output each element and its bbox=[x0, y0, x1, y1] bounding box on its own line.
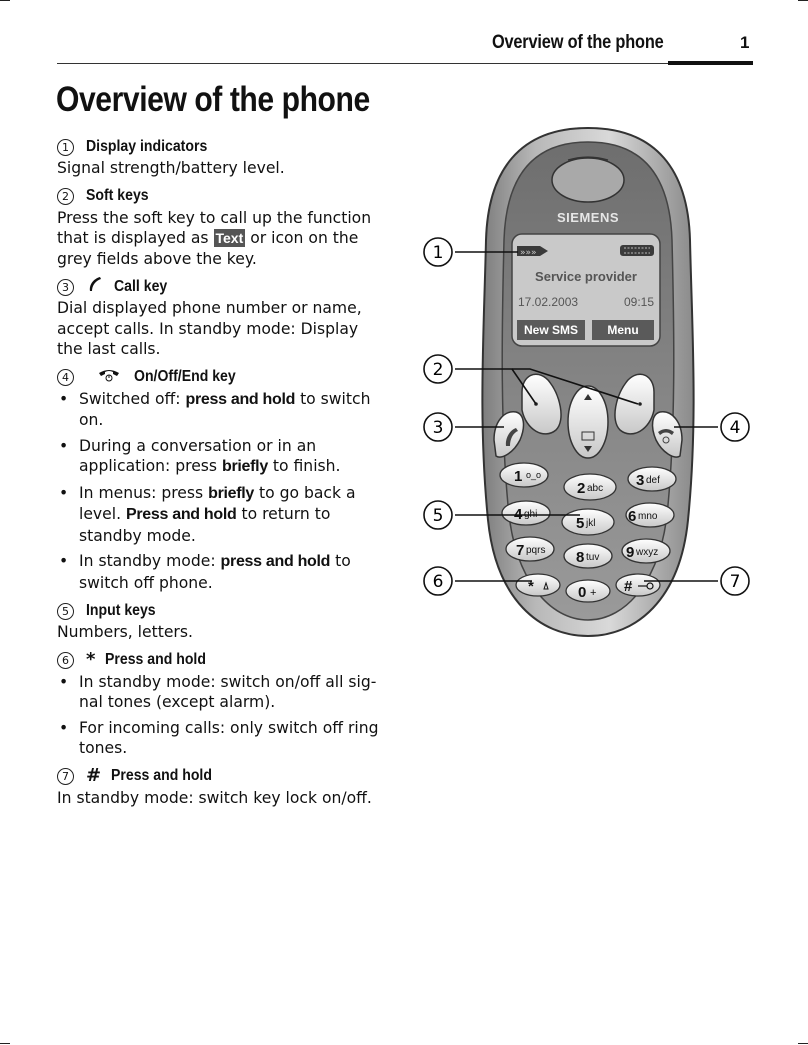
bullet-item: • Switched off: press and hold to switch on. bbox=[57, 389, 387, 431]
key-digit: 9 bbox=[626, 544, 635, 561]
description-column bbox=[57, 136, 387, 815]
crop-mark bbox=[798, 1043, 808, 1044]
key-star bbox=[516, 574, 560, 596]
callout-number: 3 bbox=[57, 279, 74, 296]
key-digit: 4 bbox=[514, 506, 523, 523]
section-input-keys bbox=[57, 600, 387, 643]
callout-number: 6 bbox=[57, 652, 74, 669]
callout-label: 6 bbox=[432, 572, 444, 592]
softkey-text-sample: Text bbox=[215, 230, 244, 246]
body-text: or icon on the grey fields above the key. bbox=[57, 229, 359, 268]
key-letters: pqrs bbox=[526, 545, 546, 556]
key-digit: 5 bbox=[576, 515, 585, 532]
crop-mark bbox=[0, 1043, 10, 1044]
callout-label: 1 bbox=[432, 243, 444, 263]
key-digit: * bbox=[528, 578, 534, 595]
key-letters: tuv bbox=[586, 552, 600, 563]
hash-key-icon: # bbox=[86, 765, 102, 787]
key-digit: 1 bbox=[514, 468, 523, 485]
section-body: Dial displayed phone number or name, accept calls. In standby mode: Display the last calls. bbox=[57, 299, 362, 358]
key-digit: 0 bbox=[578, 584, 587, 601]
call-key-icon bbox=[86, 275, 104, 299]
bullet-item: • In menus: press briefly to go back a level. Press and hold to return to standby mode. bbox=[57, 483, 387, 547]
phone-illustration bbox=[400, 120, 760, 650]
running-header: Overview of the phone bbox=[492, 32, 664, 53]
crop-mark bbox=[0, 0, 10, 1]
header-rule-accent bbox=[668, 61, 753, 65]
bullet-item: • In standby mode: switch on/off all sig-nal tones (except alarm). bbox=[57, 672, 387, 713]
key-letters: def bbox=[646, 475, 660, 486]
callout-number: 2 bbox=[57, 188, 74, 205]
key-digit: 8 bbox=[576, 549, 585, 566]
page-title: Overview of the phone bbox=[56, 80, 370, 119]
key-letters: ghi bbox=[524, 509, 538, 520]
key-digit: 3 bbox=[636, 472, 645, 489]
callout-label: 3 bbox=[432, 418, 444, 438]
section-soft-keys bbox=[57, 186, 387, 270]
bullet-item: • For incoming calls: only switch off ring tones. bbox=[57, 718, 387, 759]
section-body: Numbers, letters. bbox=[57, 623, 193, 641]
callout-label: 7 bbox=[729, 572, 741, 592]
key-letters: wxyz bbox=[636, 547, 659, 558]
callout-number: 7 bbox=[57, 768, 74, 785]
page-number: 1 bbox=[740, 33, 750, 52]
section-body bbox=[57, 208, 387, 270]
svg-text:»»»: »»» bbox=[520, 248, 537, 258]
key-letters: mno bbox=[638, 511, 658, 522]
key-digit: 2 bbox=[577, 480, 586, 497]
bullet-item: • In standby mode: press and hold to switch off phone. bbox=[57, 551, 387, 593]
provider-text: Service provider bbox=[535, 269, 637, 284]
body-text: Press the soft key to call up the function that is displayed as bbox=[57, 208, 372, 247]
softkey-right-text: Menu bbox=[607, 323, 639, 337]
key-digit: 7 bbox=[516, 542, 525, 559]
bullet-item: • During a conversation or in an application: press briefly to finish. bbox=[57, 436, 387, 478]
battery-indicator-icon bbox=[620, 245, 654, 256]
callout-label: 2 bbox=[432, 360, 444, 380]
key-letters: + bbox=[590, 587, 597, 599]
section-heading: Display indicators bbox=[86, 137, 208, 155]
section-heading: Press and hold bbox=[105, 651, 207, 669]
earpiece bbox=[552, 158, 624, 202]
key-0 bbox=[566, 580, 610, 602]
section-end-key bbox=[57, 367, 387, 594]
svg-text:o_o: o_o bbox=[526, 470, 542, 480]
section-heading: On/Off/End key bbox=[134, 368, 236, 386]
key-digit: 6 bbox=[628, 508, 637, 525]
brand-logo: SIEMENS bbox=[556, 210, 620, 225]
section-body: In standby mode: switch key lock on/off. bbox=[57, 788, 372, 807]
callout-label: 4 bbox=[729, 418, 741, 438]
section-heading: Input keys bbox=[86, 601, 156, 619]
header-rule bbox=[57, 63, 753, 64]
section-call-key bbox=[57, 276, 387, 360]
end-key-icon bbox=[98, 367, 120, 388]
callout-number: 1 bbox=[57, 139, 74, 156]
callout-label: 5 bbox=[432, 506, 444, 526]
section-body: Signal strength/battery level. bbox=[57, 159, 285, 177]
key-digit: # bbox=[624, 578, 633, 595]
section-heading: Call key bbox=[114, 277, 168, 295]
callout-number: 5 bbox=[57, 603, 74, 620]
key-letters: abc bbox=[587, 483, 604, 494]
time-text: 09:15 bbox=[623, 295, 654, 309]
section-heading: Soft keys bbox=[86, 187, 149, 205]
section-display-indicators bbox=[57, 136, 387, 179]
key-letters: jkl bbox=[586, 518, 596, 529]
date-text: 17.02.2003 bbox=[518, 295, 579, 309]
section-hash-key bbox=[57, 766, 387, 809]
crop-mark bbox=[798, 0, 808, 1]
callout-number: 4 bbox=[57, 369, 74, 386]
section-heading: Press and hold bbox=[111, 767, 213, 785]
star-key-icon: * bbox=[86, 649, 96, 671]
softkey-left-text: New SMS bbox=[523, 323, 579, 337]
section-star-key bbox=[57, 650, 387, 759]
